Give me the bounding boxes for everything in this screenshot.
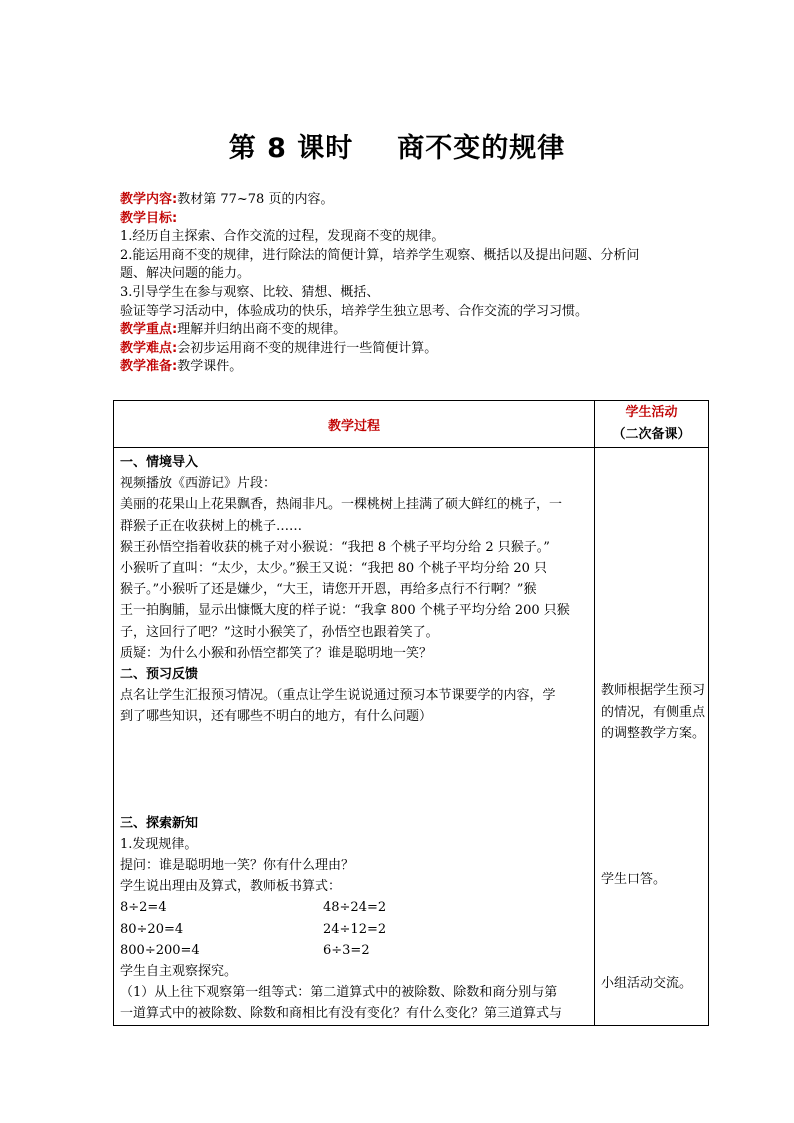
difficulty-text: 会初步运用商不变的规律进行一些简便计算。 — [177, 340, 438, 356]
lesson-intro — [120, 191, 700, 377]
activity-note-3: 小组活动交流。 — [601, 976, 693, 991]
activity-cell — [595, 448, 709, 1026]
goal-2b: 题、解决问题的能力。 — [120, 266, 251, 282]
goals-label: 教学目标: — [120, 210, 178, 226]
process-cell — [114, 448, 595, 1026]
equation-row: 8÷2=4 48÷24=2 — [120, 900, 387, 916]
content-text: 教材第 77~78 页的内容。 — [177, 192, 334, 207]
prep-text: 教学课件。 — [177, 359, 243, 375]
equation-row: 80÷20=4 24÷12=2 — [120, 921, 387, 937]
sec3-line: 1.发现规律。 — [120, 836, 198, 852]
sec3-line: 提问：谁是聪明地一笑？你有什么理由？ — [120, 858, 355, 874]
section-3-title: 三、探索新知 — [120, 815, 199, 831]
goal-3b: 验证等学习活动中，体验成功的快乐，培养学生独立思考、合作交流的学习习惯。 — [120, 303, 589, 319]
section-1-title: 一、情境导入 — [120, 455, 199, 470]
lesson-topic: 商不变的规律 — [397, 133, 566, 164]
goal-3a: 3.引导学生在参与观察、比较、猜想、概括、 — [120, 284, 380, 300]
header-process-cell — [114, 401, 595, 448]
goal-1: 1.经历自主探索、合作交流的过程，发现商不变的规律。 — [120, 229, 445, 245]
prep-label: 教学准备: — [120, 359, 178, 375]
sec3-line: 学生说出理由及算式，教师板书算式： — [120, 879, 342, 895]
sec1-line: 视频播放《西游记》片段： — [120, 476, 277, 492]
header-activity-sub: （二次备课） — [612, 427, 691, 442]
page-title — [0, 126, 794, 165]
lesson-number: 第 8 课时 — [228, 133, 354, 164]
activity-note-1: 教师根据学生预习的情况，有侧重点的调整教学方案。 — [601, 683, 706, 741]
sec3-line: 一道算式中的被除数、除数和商相比有没有变化？有什么变化？第三道算式与 — [120, 1006, 563, 1022]
section-2-title: 二、预习反馈 — [120, 667, 199, 683]
key-label: 教学重点: — [120, 322, 178, 338]
key-text: 理解并归纳出商不变的规律。 — [177, 322, 347, 338]
sec3-line: 学生自主观察探究。 — [120, 964, 238, 980]
goal-2a: 2.能运用商不变的规律，进行除法的简便计算，培养学生观察、概括以及提出问题、分析问 — [120, 247, 640, 263]
sec1-line: 群猴子正在收获树上的桃子…… — [120, 518, 303, 534]
header-activity: 学生活动 — [625, 405, 678, 420]
sec1-line: 质疑：为什么小猴和孙悟空都笑了？谁是聪明地一笑？ — [120, 645, 433, 661]
sec1-line: 猴子。”小猴听了还是嫌少，“大王，请您开开恩，再给多点行不行啊？”猴 — [120, 582, 537, 598]
lesson-table — [113, 400, 709, 1026]
sec2-line: 点名让学生汇报预习情况。（重点让学生说说通过预习本节课要学的内容，学 — [120, 688, 556, 704]
sec2-line: 到了哪些知识，还有哪些不明白的地方，有什么问题） — [120, 709, 433, 725]
header-process: 教学过程 — [327, 418, 380, 434]
sec1-line: 美丽的花果山上花果飘香，热闹非凡。一棵桃树上挂满了硕大鲜红的桃子，一 — [120, 497, 563, 513]
difficulty-label: 教学难点: — [120, 340, 178, 356]
activity-note-2: 学生口答。 — [601, 872, 667, 887]
equation-row: 800÷200=4 6÷3=2 — [120, 942, 370, 958]
sec3-line: （1）从上往下观察第一组等式：第二道算式中的被除数、除数和商分别与第 — [120, 985, 558, 1001]
header-activity-cell — [595, 401, 709, 448]
sec1-line: 小猴听了直叫：“太少，太少。”猴王又说：“我把 80 个桃子平均分给 20 只 — [120, 561, 548, 577]
content-label: 教学内容: — [120, 192, 178, 207]
sec1-line: 猴王孙悟空指着收获的桃子对小猴说：“我把 8 个桃子平均分给 2 只猴子。” — [120, 539, 550, 555]
sec1-line: 王一拍胸脯，显示出慷慨大度的样子说：“我拿 800 个桃子平均分给 200 只猴 — [120, 603, 570, 619]
sec1-line: 子，这回行了吧？”这时小猴笑了，孙悟空也跟着笑了。 — [120, 624, 439, 640]
